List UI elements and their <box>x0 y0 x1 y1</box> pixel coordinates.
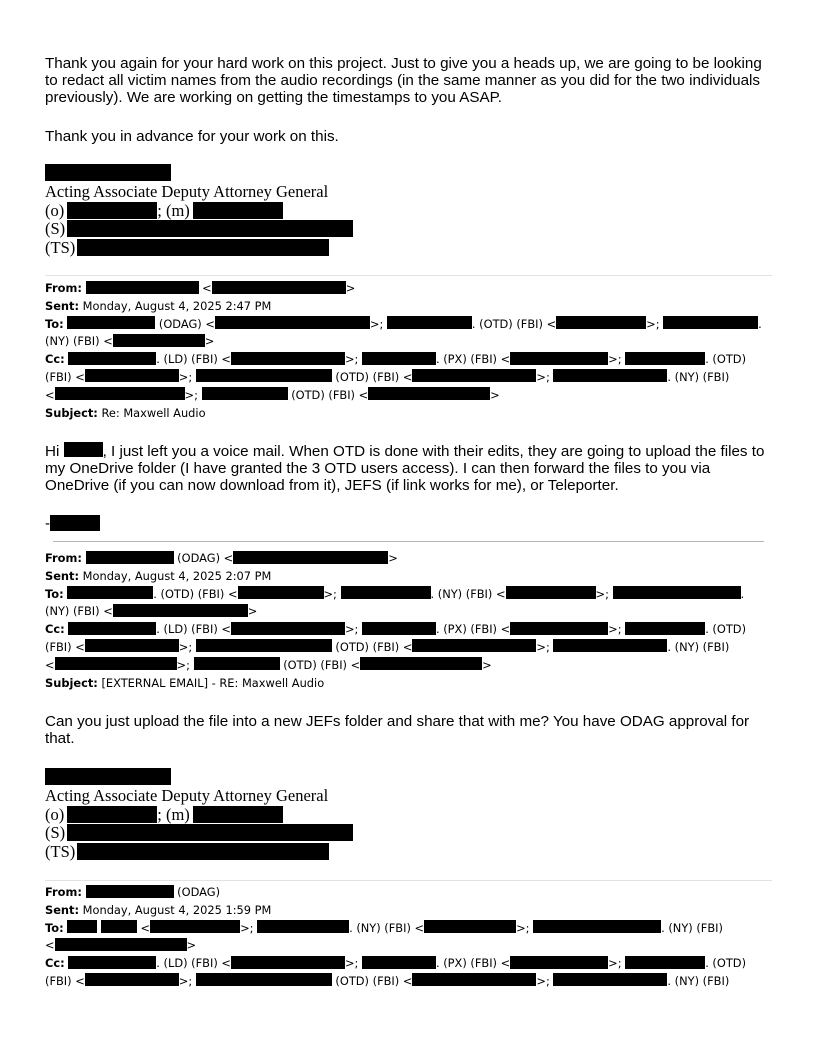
header-text: < <box>140 920 151 935</box>
redaction-bar <box>193 202 283 219</box>
header-text: < <box>45 657 55 672</box>
header-text: . (NY) (FBI) < <box>349 920 425 935</box>
greeting-text: Hi <box>45 443 60 460</box>
header-text: >; <box>344 622 359 637</box>
redaction-bar <box>613 586 741 599</box>
redaction-bar <box>86 551 174 564</box>
header-text: >; <box>608 352 622 367</box>
header-text: . (LD) (FBI) < <box>156 622 231 637</box>
header-text: >; <box>595 586 609 601</box>
email-2-body: Can you just upload the file into a new JEFs folder and share that with me? You have ODAG approval for that. <box>45 713 750 747</box>
cc-label: Cc: <box>45 956 65 971</box>
mobile-phone-label: ; (m) <box>157 200 190 220</box>
header-text: < <box>45 387 55 402</box>
header-text: . (OTD) (FBI) < <box>471 316 557 331</box>
redaction-bar <box>67 920 97 933</box>
header-text: . (PX) (FBI) < <box>435 352 511 367</box>
header-text: . (NY) (FBI) <box>667 973 730 988</box>
signature-block <box>45 787 353 861</box>
header-text: < <box>45 938 55 953</box>
redaction-bar <box>85 369 179 382</box>
redaction-bar <box>50 515 100 531</box>
redaction-bar <box>360 657 482 670</box>
email-separator <box>45 275 772 276</box>
redaction-bar <box>215 316 370 329</box>
from-label: From: <box>45 281 82 295</box>
header-text: . (OTD) (FBI) < <box>153 586 238 601</box>
sent-value: Monday, August 4, 2025 2:47 PM <box>82 298 272 313</box>
redaction-bar <box>77 843 329 860</box>
sign-off <box>45 515 100 532</box>
redaction-bar <box>238 586 324 599</box>
header-text: . (LD) (FBI) < <box>156 352 231 367</box>
header-text: > <box>490 387 500 402</box>
redaction-bar <box>362 956 436 969</box>
cc-label: Cc: <box>45 622 65 637</box>
redaction-bar <box>231 622 345 635</box>
header-text: (NY) (FBI) < <box>45 604 113 619</box>
redaction-bar <box>67 220 353 237</box>
header-text: >; <box>240 920 254 935</box>
header-text: >; <box>184 387 198 402</box>
header-text: >; <box>646 316 660 331</box>
email-header-2 <box>45 550 775 692</box>
redaction-bar <box>553 639 667 652</box>
from-label: From: <box>45 885 82 899</box>
header-text: (OTD) (FBI) < <box>335 369 413 384</box>
redaction-bar <box>196 639 332 652</box>
header-text: >; <box>516 920 530 935</box>
header-text: >; <box>178 369 193 384</box>
redaction-bar <box>67 202 157 219</box>
redaction-bar <box>113 334 205 347</box>
header-text: (NY) (FBI) < <box>45 334 113 349</box>
header-text: >; <box>536 973 550 988</box>
redaction-bar <box>625 956 705 969</box>
subject-value: Re: Maxwell Audio <box>101 405 206 420</box>
header-text: >; <box>536 369 550 384</box>
redaction-bar <box>510 622 608 635</box>
signature-title: Acting Associate Deputy Attorney General <box>45 182 329 201</box>
to-label: To: <box>45 920 64 935</box>
redaction-bar <box>67 806 157 823</box>
redaction-bar <box>68 956 156 969</box>
header-text: (OTD) (FBI) < <box>335 973 413 988</box>
subject-label: Subject: <box>45 405 98 420</box>
sent-value: Monday, August 4, 2025 2:07 PM <box>82 568 272 583</box>
email-1-body <box>45 443 775 494</box>
redaction-bar <box>101 920 137 933</box>
subject-label: Subject: <box>45 675 98 690</box>
redaction-bar <box>67 316 155 329</box>
redaction-bar <box>556 316 646 329</box>
header-text: > <box>186 938 197 953</box>
header-text: >; <box>344 352 359 367</box>
header-text: (ODAG) < <box>158 316 215 331</box>
redacted-signature-name <box>45 768 171 785</box>
redaction-bar <box>412 639 536 652</box>
redaction-bar <box>194 657 280 670</box>
redaction-bar <box>150 920 240 933</box>
redaction-bar <box>67 586 153 599</box>
header-text: (OTD) (FBI) < <box>283 657 361 672</box>
redaction-bar <box>85 639 179 652</box>
email-header-1 <box>45 280 775 422</box>
header-text: > <box>247 604 258 619</box>
redaction-bar <box>510 352 608 365</box>
email-header-3 <box>45 884 775 991</box>
redaction-bar <box>233 551 388 564</box>
mobile-phone-label: ; (m) <box>157 804 190 824</box>
sent-label: Sent: <box>45 568 80 583</box>
header-text: < <box>202 281 212 295</box>
cc-label: Cc: <box>45 352 65 367</box>
redaction-bar <box>64 442 103 457</box>
header-text: . (OTD) <box>705 622 747 637</box>
header-text: > <box>345 281 356 295</box>
redaction-bar <box>86 281 199 294</box>
header-text: . (NY) (FBI) <box>667 639 730 654</box>
header-text: > <box>204 334 215 349</box>
redaction-bar <box>362 352 436 365</box>
redaction-bar <box>231 352 345 365</box>
redaction-bar <box>202 387 288 400</box>
redaction-bar <box>257 920 349 933</box>
redaction-bar <box>55 387 185 400</box>
sent-label: Sent: <box>45 298 80 313</box>
sent-label: Sent: <box>45 902 80 917</box>
header-text: >; <box>608 622 622 637</box>
header-text: . (LD) (FBI) < <box>156 956 231 971</box>
header-text: >; <box>344 956 359 971</box>
header-text: >; <box>536 639 550 654</box>
header-text: . (NY) (FBI) < <box>430 586 506 601</box>
redaction-bar <box>231 956 345 969</box>
email-separator <box>53 541 764 542</box>
redaction-bar <box>193 806 283 823</box>
header-text: (FBI) < <box>45 369 85 384</box>
to-label: To: <box>45 586 64 601</box>
redaction-bar <box>55 938 187 951</box>
header-text: . (PX) (FBI) < <box>435 622 511 637</box>
header-text: (ODAG) < <box>177 551 234 565</box>
signature-title: Acting Associate Deputy Attorney General <box>45 786 329 805</box>
subject-value: [EXTERNAL EMAIL] - RE: Maxwell Audio <box>101 675 325 690</box>
redaction-bar <box>86 885 174 898</box>
redaction-bar <box>663 316 758 329</box>
sent-value: Monday, August 4, 2025 1:59 PM <box>82 902 272 917</box>
office-phone-label: (o) <box>45 200 65 220</box>
redaction-bar <box>553 973 667 986</box>
redaction-bar <box>77 239 329 256</box>
redaction-bar <box>412 973 536 986</box>
header-text: . (NY) (FBI) <box>661 920 723 935</box>
header-text: . <box>740 586 745 601</box>
redaction-bar <box>212 281 346 294</box>
redaction-bar <box>533 920 661 933</box>
redacted-signature-name <box>45 164 171 181</box>
header-text: > <box>482 657 492 672</box>
header-text: . (OTD) <box>705 956 747 971</box>
redaction-bar <box>368 387 490 400</box>
header-text: >; <box>608 956 622 971</box>
email-separator <box>45 880 772 881</box>
secret-line-label: (S) <box>45 219 66 238</box>
redaction-bar <box>625 622 705 635</box>
header-text: . (OTD) <box>705 352 747 367</box>
redaction-bar <box>55 657 177 670</box>
header-text: . (NY) (FBI) <box>667 369 730 384</box>
header-text: (OTD) (FBI) < <box>291 387 369 402</box>
from-label: From: <box>45 551 82 565</box>
header-text: >; <box>178 973 193 988</box>
secret-line-label: (S) <box>45 823 66 842</box>
header-text: . (PX) (FBI) < <box>435 956 511 971</box>
header-text: (FBI) < <box>45 639 85 654</box>
signature-block <box>45 183 353 257</box>
redaction-bar <box>68 352 156 365</box>
redaction-bar <box>553 369 667 382</box>
redaction-bar <box>412 369 536 382</box>
redaction-bar <box>67 824 353 841</box>
header-text: >; <box>178 639 193 654</box>
redaction-bar <box>85 973 179 986</box>
header-text: (ODAG) <box>177 885 221 899</box>
to-label: To: <box>45 316 64 331</box>
redaction-bar <box>506 586 596 599</box>
dash-text: - <box>45 515 50 532</box>
redaction-bar <box>341 586 431 599</box>
header-text: >; <box>323 586 337 601</box>
redaction-bar <box>68 622 156 635</box>
ts-line-label: (TS) <box>45 841 76 861</box>
header-text: . <box>758 316 762 331</box>
redaction-bar <box>196 369 332 382</box>
intro-paragraph-2: Thank you in advance for your work on this. <box>45 128 339 145</box>
intro-paragraph-1: Thank you again for your hard work on this project. Just to give you a heads up, we are going to be looking to redact all victim names from the audio recordings (in the same manner as you did for the two individuals previously). We are working on getting the timestamps to you ASAP. <box>45 55 762 106</box>
header-text: (OTD) (FBI) < <box>335 639 413 654</box>
body-text: , I just left you a voice mail. When OTD is done with their edits, they are going to upload the files to my OneDrive folder (I have granted the 3 OTD users access). I can then forward the files to you via OneDrive (if you can now download from it), JEFS (if link works for me), or Teleporter. <box>45 443 765 494</box>
office-phone-label: (o) <box>45 804 65 824</box>
redaction-bar <box>362 622 436 635</box>
redaction-bar <box>424 920 516 933</box>
redaction-bar <box>625 352 705 365</box>
header-text: (FBI) < <box>45 973 85 988</box>
redaction-bar <box>113 604 248 617</box>
header-text: >; <box>176 657 190 672</box>
redaction-bar <box>510 956 608 969</box>
redaction-bar <box>387 316 472 329</box>
header-text: > <box>388 551 398 565</box>
ts-line-label: (TS) <box>45 237 76 257</box>
header-text: >; <box>369 316 384 331</box>
redaction-bar <box>196 973 332 986</box>
